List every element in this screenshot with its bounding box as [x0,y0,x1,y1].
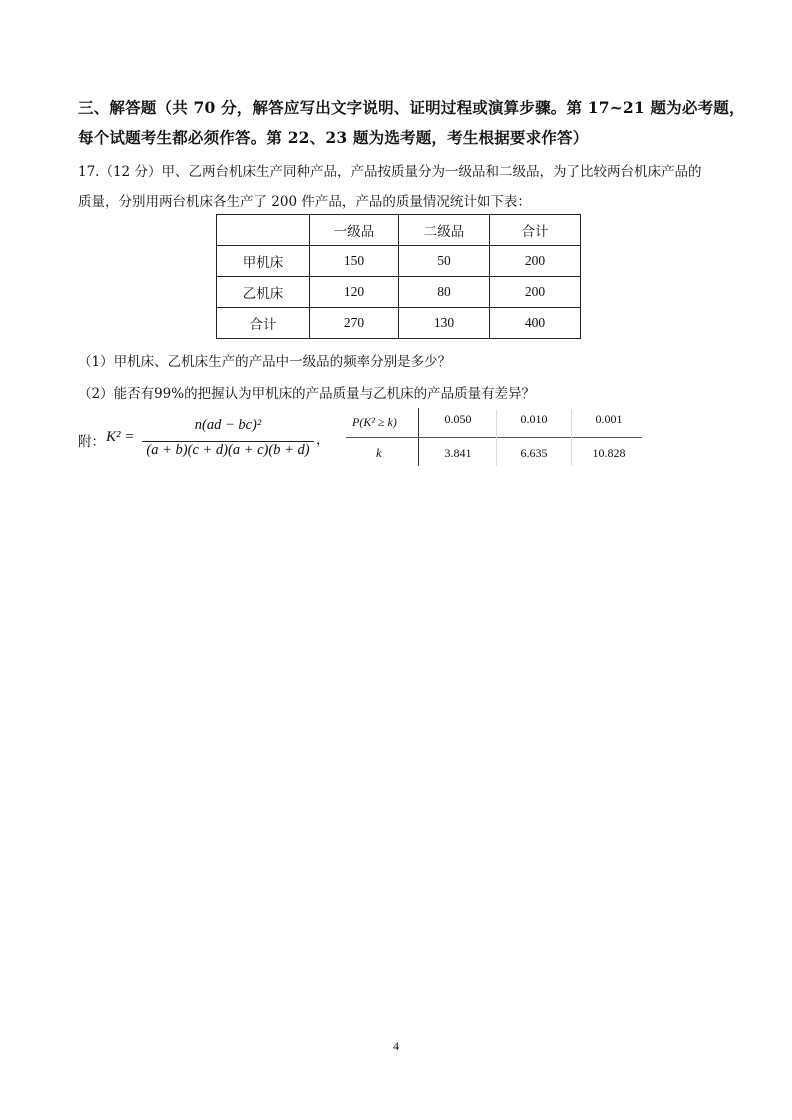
table-cell: 乙机床 [217,277,310,308]
table-row [217,308,581,339]
section-heading-line1: 三、解答题（共 70 分，解答应写出文字说明、证明过程或演算步骤。第 17~21 题为必考题， [78,98,745,117]
formula-numerator: n(ad − bc)² [194,417,262,433]
table-cell: 50 [399,246,490,277]
section-heading-line2: 每个试题考生都必须作答。第 22、23 题为选考题，考生根据要求作答） [78,128,589,147]
table-cell [217,215,310,246]
appendix-label: 附： [78,434,105,450]
table-cell: 80 [399,277,490,308]
ktable-cell: 6.635 [520,446,548,460]
table-cell: 120 [310,277,399,308]
table-cell: 一级品 [310,215,399,246]
page-number: 4 [393,1039,399,1053]
table-row [217,246,581,277]
table-cell: 200 [490,277,581,308]
ktable-cell: 3.841 [444,446,472,460]
question-2: （2）能否有99%的把握认为甲机床的产品质量与乙机床的产品质量有差异？ [78,386,536,402]
ktable-cell: 10.828 [592,446,626,460]
problem-text-line1: 17.（12 分）甲、乙两台机床生产同种产品，产品按质量分为一级品和二级品，为了比较两台机床产品的 [78,164,702,180]
ktable-cell: 0.001 [595,412,623,426]
formula-denominator: (a + b)(c + d)(a + c)(b + d) [146,442,310,458]
table-row [217,277,581,308]
table-cell: 270 [310,308,399,339]
table-cell: 400 [490,308,581,339]
ktable-divider-horizontal [346,437,642,438]
table-cell: 130 [399,308,490,339]
table-header-row [217,215,581,246]
formula-lhs: K² = [106,429,135,445]
ktable-cell: 0.050 [444,412,472,426]
formula-comma: ， [316,432,330,448]
ktable-cell: 0.010 [520,412,548,426]
problem-text-line2: 质量，分别用两台机床各生产了 200 件产品，产品的质量情况统计如下表： [78,194,531,210]
ktable-row1-label: P(K² ≥ k) [352,415,397,429]
ktable-row2-label: k [376,446,382,460]
table-cell: 合计 [490,215,581,246]
table-cell: 合计 [217,308,310,339]
table-cell: 200 [490,246,581,277]
question-1: （1）甲机床、乙机床生产的产品中一级品的频率分别是多少？ [78,354,452,370]
table-cell: 二级品 [399,215,490,246]
table-cell: 150 [310,246,399,277]
table-cell: 甲机床 [217,246,310,277]
quality-table [216,214,581,339]
